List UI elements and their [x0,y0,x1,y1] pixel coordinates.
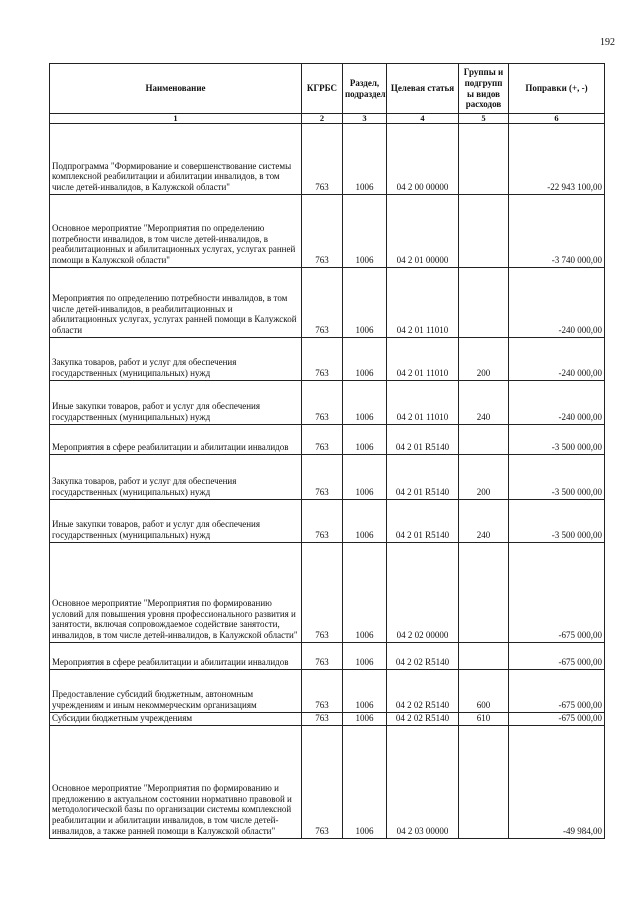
table-row [50,543,605,643]
header-name: Наименование [50,64,302,114]
table-row [50,338,605,381]
row-amount: -3 500 000,00 [509,425,605,455]
row-kgrbs: 763 [302,643,343,670]
row-target: 04 2 01 11010 [387,338,459,381]
row-group: 200 [459,338,509,381]
row-name: Основное мероприятие "Мероприятия по формированию и предложению в актуальном состоянии нормативно правовой и методологической базы по организации системы комплексной реабилитации и абилитации инвалидов, в том числе детей-инвалидов, а также ранней помощи в Калужской области" [50,725,302,838]
column-number: 4 [387,114,459,124]
row-section: 1006 [343,670,387,713]
row-kgrbs: 763 [302,543,343,643]
row-section: 1006 [343,500,387,543]
page-number: 192 [600,37,615,48]
row-target: 04 2 01 R5140 [387,500,459,543]
row-amount: -49 984,00 [509,725,605,838]
table-row [50,643,605,670]
budget-table [49,63,605,839]
row-name: Иные закупки товаров, работ и услуг для обеспечения государственных (муниципальных) нужд [50,381,302,425]
row-amount: -240 000,00 [509,381,605,425]
row-target: 04 2 01 R5140 [387,425,459,455]
row-name: Подпрограмма "Формирование и совершенствование системы комплексной реабилитации и абилитации инвалидов, в том числе детей-инвалидов, в Калужской области" [50,124,302,195]
row-name: Основное мероприятие "Мероприятия по определению потребности инвалидов, в том числе детей-инвалидов, в реабилитационных и абилитационных услугах, услугах ранней помощи в Калужской области" [50,195,302,268]
row-name: Мероприятия в сфере реабилитации и абилитации инвалидов [50,425,302,455]
row-amount: -675 000,00 [509,643,605,670]
row-name: Закупка товаров, работ и услуг для обеспечения государственных (муниципальных) нужд [50,338,302,381]
row-amount: -3 740 000,00 [509,195,605,268]
column-number: 6 [509,114,605,124]
row-amount: -3 500 000,00 [509,455,605,500]
row-group [459,195,509,268]
row-section: 1006 [343,725,387,838]
row-kgrbs: 763 [302,195,343,268]
row-amount: -22 943 100,00 [509,124,605,195]
row-group: 200 [459,455,509,500]
header-groups: Группы и подгрупп ы видов расходов [459,64,509,114]
row-group [459,124,509,195]
row-target: 04 2 02 00000 [387,543,459,643]
row-amount: -3 500 000,00 [509,500,605,543]
row-target: 04 2 03 00000 [387,725,459,838]
row-section: 1006 [343,713,387,726]
table-row [50,195,605,268]
header-target: Целевая статья [387,64,459,114]
row-section: 1006 [343,338,387,381]
row-section: 1006 [343,543,387,643]
row-section: 1006 [343,195,387,268]
row-section: 1006 [343,643,387,670]
row-name: Основное мероприятие "Мероприятия по формированию условий для повышения уровня профессионального развития и занятости, включая сопровождаемое содействие занятости, инвалидов, в том числе детей-инвалидов, в Калужской области" [50,543,302,643]
table-row [50,124,605,195]
row-target: 04 2 01 11010 [387,268,459,338]
table-header-row [50,64,605,114]
row-name: Мероприятия по определению потребности инвалидов, в том числе детей-инвалидов, в реабилитационных и абилитационных услугах, услугах ранней помощи в Калужской области [50,268,302,338]
row-name: Иные закупки товаров, работ и услуг для обеспечения государственных (муниципальных) нужд [50,500,302,543]
row-target: 04 2 02 R5140 [387,670,459,713]
row-target: 04 2 01 00000 [387,195,459,268]
row-kgrbs: 763 [302,425,343,455]
row-kgrbs: 763 [302,338,343,381]
header-section: Раздел, подраздел [343,64,387,114]
row-name: Субсидии бюджетным учреждениям [50,713,302,726]
column-number-row [50,114,605,124]
column-number: 3 [343,114,387,124]
row-group: 600 [459,670,509,713]
table-row [50,455,605,500]
row-group [459,643,509,670]
row-amount: -675 000,00 [509,543,605,643]
row-amount: -240 000,00 [509,338,605,381]
row-amount: -675 000,00 [509,670,605,713]
row-section: 1006 [343,455,387,500]
row-target: 04 2 02 R5140 [387,713,459,726]
row-section: 1006 [343,425,387,455]
row-amount: -675 000,00 [509,713,605,726]
row-group: 610 [459,713,509,726]
row-group [459,268,509,338]
table-row [50,268,605,338]
row-target: 04 2 01 R5140 [387,455,459,500]
row-group: 240 [459,500,509,543]
row-section: 1006 [343,381,387,425]
table-row [50,725,605,838]
row-kgrbs: 763 [302,455,343,500]
row-section: 1006 [343,124,387,195]
row-group: 240 [459,381,509,425]
header-kgrbs: КГРБС [302,64,343,114]
row-name: Предоставление субсидий бюджетным, автономным учреждениям и иным некоммерческим организациям [50,670,302,713]
row-section: 1006 [343,268,387,338]
row-group [459,725,509,838]
row-kgrbs: 763 [302,124,343,195]
row-kgrbs: 763 [302,725,343,838]
table-row [50,500,605,543]
row-kgrbs: 763 [302,268,343,338]
row-kgrbs: 763 [302,713,343,726]
table-row [50,381,605,425]
row-group [459,543,509,643]
header-amendments: Поправки (+, -) [509,64,605,114]
row-kgrbs: 763 [302,670,343,713]
row-amount: -240 000,00 [509,268,605,338]
row-kgrbs: 763 [302,381,343,425]
row-kgrbs: 763 [302,500,343,543]
row-target: 04 2 01 11010 [387,381,459,425]
column-number: 2 [302,114,343,124]
row-name: Мероприятия в сфере реабилитации и абилитации инвалидов [50,643,302,670]
column-number: 5 [459,114,509,124]
row-group [459,425,509,455]
row-target: 04 2 00 00000 [387,124,459,195]
table-row [50,425,605,455]
table-row [50,713,605,726]
row-name: Закупка товаров, работ и услуг для обеспечения государственных (муниципальных) нужд [50,455,302,500]
column-number: 1 [50,114,302,124]
table-row [50,670,605,713]
row-target: 04 2 02 R5140 [387,643,459,670]
